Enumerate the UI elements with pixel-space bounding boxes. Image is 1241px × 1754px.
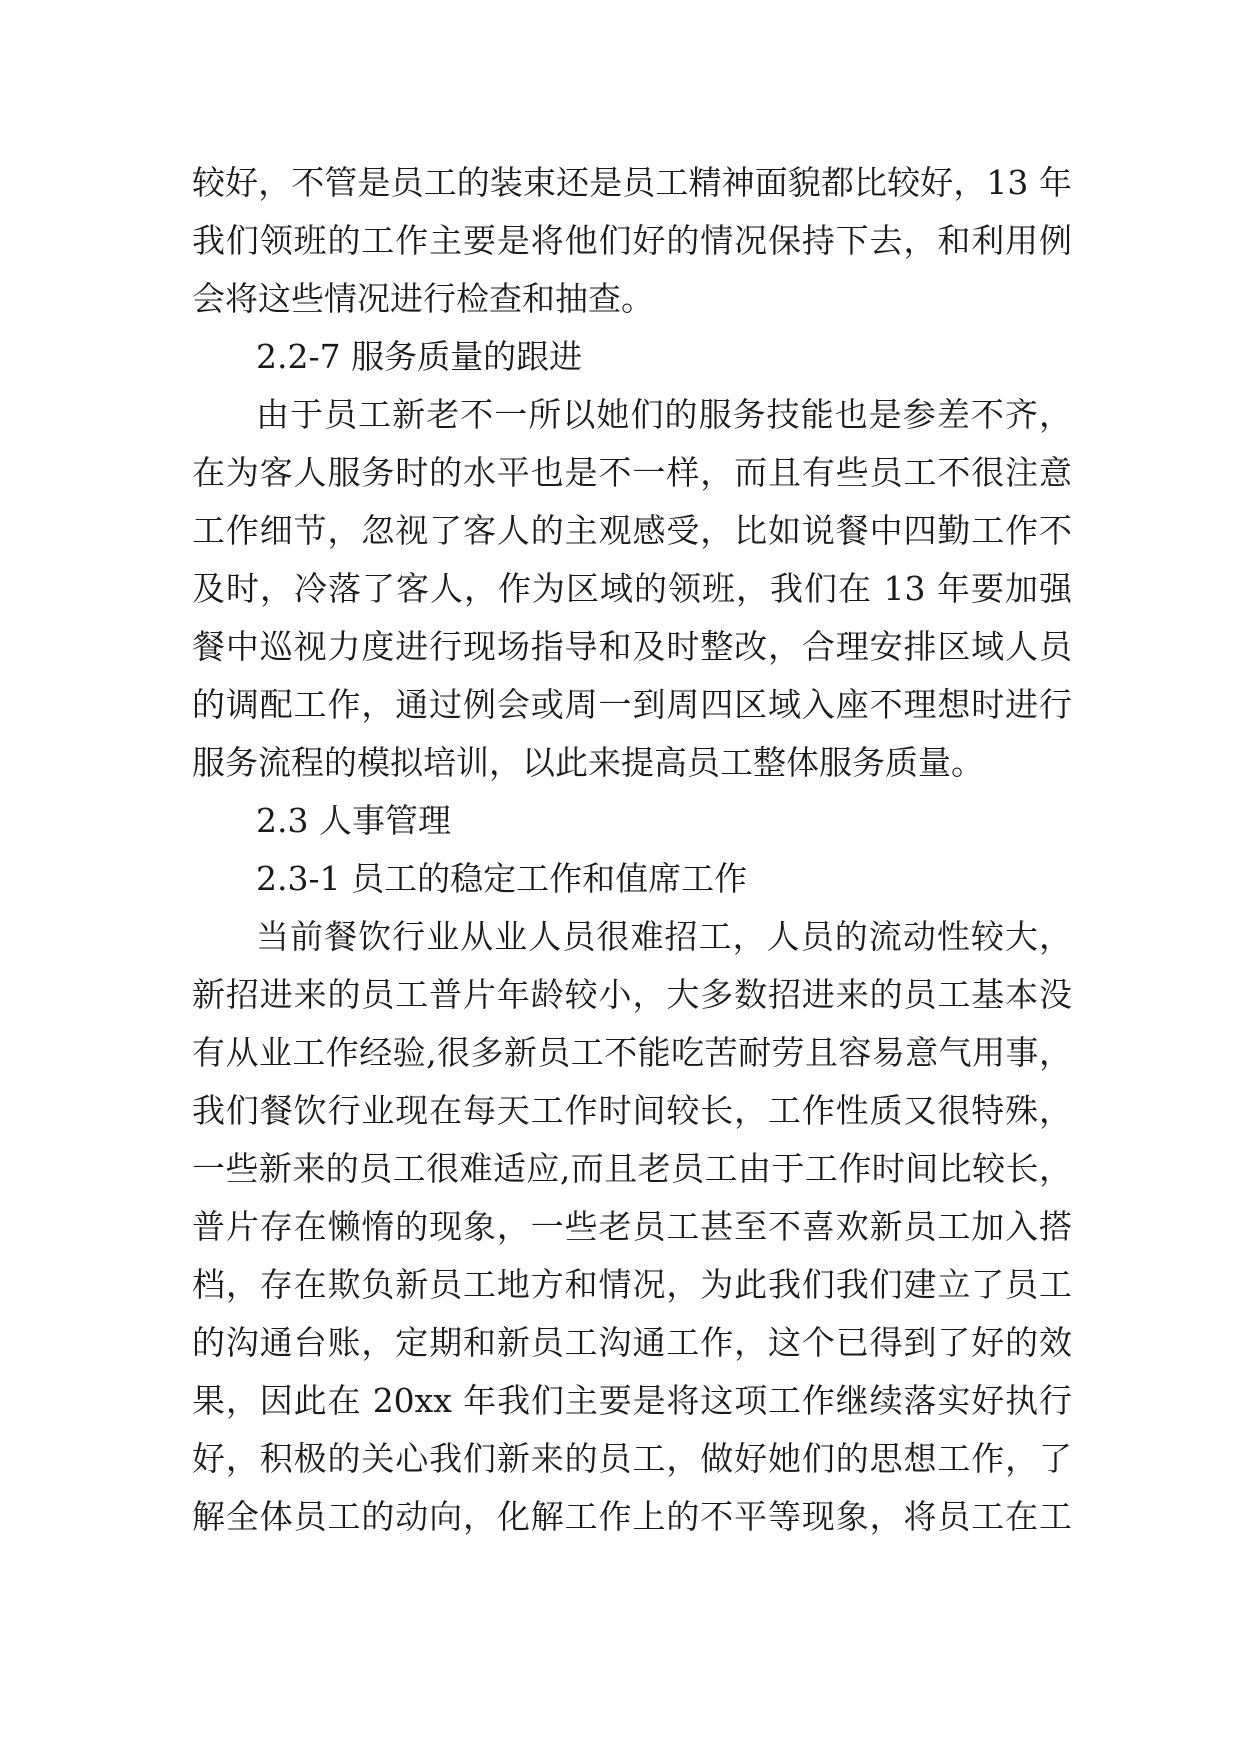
body-text [192,154,1072,1546]
text-line: 工作细节，忽视了客人的主观感受，比如说餐中四勤工作不 [192,511,1072,550]
section-heading: 2.2-7 服务质量的跟进 [256,337,583,376]
text-line: 较好，不管是员工的装束还是员工精神面貌都比较好，13 年 [192,163,1072,202]
text-line: 我们餐饮行业现在每天工作时间较长，工作性质又很特殊， [192,1091,1072,1130]
text-line: 服务流程的模拟培训，以此来提高员工整体服务质量。 [192,743,984,782]
section-heading: 2.3 人事管理 [256,801,451,840]
text-line: 的调配工作，通过例会或周一到周四区域入座不理想时进行 [192,685,1072,724]
text-line: 果，因此在 20xx 年我们主要是将这项工作继续落实好执行 [192,1381,1072,1420]
text-line: 我们领班的工作主要是将他们好的情况保持下去，和利用例 [192,221,1072,260]
text-line: 当前餐饮行业从业人员很难招工，人员的流动性较大， [256,917,1072,956]
text-line: 及时，冷落了客人，作为区域的领班，我们在 13 年要加强 [192,569,1072,608]
text-line: 在为客人服务时的水平也是不一样，而且有些员工不很注意 [192,453,1072,492]
text-line: 新招进来的员工普片年龄较小，大多数招进来的员工基本没 [192,975,1072,1014]
text-line: 有从业工作经验,很多新员工不能吃苦耐劳且容易意气用事， [192,1033,1072,1072]
section-heading: 2.3-1 员工的稳定工作和值席工作 [256,859,748,898]
text-line: 餐中巡视力度进行现场指导和及时整改，合理安排区域人员 [192,627,1072,666]
text-line: 好，积极的关心我们新来的员工，做好她们的思想工作，了 [192,1439,1072,1478]
text-line: 一些新来的员工很难适应,而且老员工由于工作时间比较长， [192,1149,1072,1188]
text-line: 的沟通台账，定期和新员工沟通工作，这个已得到了好的效 [192,1323,1072,1362]
text-line: 档，存在欺负新员工地方和情况，为此我们我们建立了员工 [192,1265,1072,1304]
text-line: 普片存在懒惰的现象，一些老员工甚至不喜欢新员工加入搭 [192,1207,1072,1246]
text-line: 解全体员工的动向，化解工作上的不平等现象，将员工在工 [192,1497,1072,1536]
text-line: 会将这些情况进行检查和抽查。 [192,279,654,318]
text-line: 由于员工新老不一所以她们的服务技能也是参差不齐， [256,395,1072,434]
